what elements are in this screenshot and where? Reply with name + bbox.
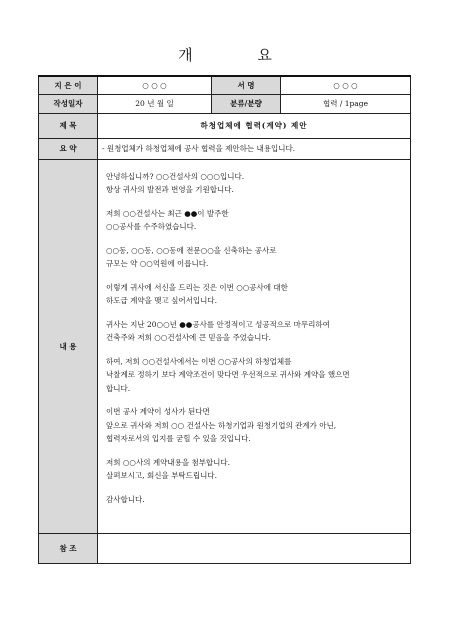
content-paragraph: 감사합니다.: [106, 494, 145, 504]
content-paragraph: 안녕하십니까? ○○건설사의 ○○○입니다. 항상 귀사의 발전과 번영을 기원합니다.: [106, 171, 245, 194]
author-value[interactable]: ○ ○ ○: [98, 76, 212, 94]
date-row: [39, 94, 411, 113]
content-paragraph: 이번 공사 계약이 성사가 된다면 앞으로 귀사와 저희 ○○ 건설사는 하청기업과 원청기업의 관계가 아닌, 협력자로서의 입지를 굳힐 수 있을 것입니다.: [106, 407, 337, 443]
category-value[interactable]: 협력 / 1page: [281, 94, 411, 113]
content-paragraph: 이렇게 귀사에 서신을 드리는 것은 이번 ○○공사에 대한 하도급 계약을 맺고 싶어서입니다.: [106, 282, 288, 305]
content-paragraph: 하여, 저희 ○○건설사에서는 이번 ○○공사의 하청업체를 낙찰계로 정하기 보다 계약조건이 맞다면 우선적으로 귀사와 계약을 했으면 합니다.: [106, 356, 350, 393]
summary-value[interactable]: - 원청업체가 하청업체에 공사 협력을 제안하는 내용입니다.: [98, 138, 411, 159]
content-label: 내 용: [39, 159, 98, 533]
date-value[interactable]: 20 년 월 일: [98, 94, 212, 113]
summary-label: 요 약: [39, 138, 98, 159]
content-paragraph: ○○동, ○○동, ○○동에 전문○○을 신축하는 공사로 규모는 약 ○○억원에 이릅니다.: [106, 245, 277, 268]
reference-row: [39, 533, 411, 563]
overview-form: [38, 75, 411, 564]
page-title: 개 요: [178, 46, 302, 64]
content-body[interactable]: [98, 159, 411, 533]
subject-row: [39, 113, 411, 138]
summary-row: [39, 138, 411, 159]
signature-label: 서 명: [212, 76, 281, 94]
content-row: [39, 159, 411, 533]
subject-label: 제 목: [39, 113, 98, 138]
signature-value[interactable]: ○ ○ ○: [281, 76, 411, 94]
category-label: 분류/분량: [212, 94, 281, 113]
content-paragraph: 저희 ○○사의 계약내용을 첨부합니다. 살펴보시고, 회신을 부탁드립니다.: [106, 457, 231, 480]
subject-value[interactable]: 하청업체에 협력(계약) 제안: [98, 113, 411, 138]
author-label: 지 은 이: [39, 76, 98, 94]
content-paragraph: 저희 ○○건설사는 최근 ●●이 발주한 ○○공사를 수주하였습니다.: [106, 208, 229, 231]
reference-label: 참 조: [39, 533, 98, 563]
author-row: [39, 76, 411, 94]
content-paragraph: 귀사는 지난 20○○년 ●●공사를 안정적이고 성공적으로 마무리하여 건축주와 저희 ○○건설사에 큰 믿음을 주었습니다.: [106, 319, 330, 342]
reference-value[interactable]: [98, 533, 411, 563]
date-label: 작성일자: [39, 94, 98, 113]
